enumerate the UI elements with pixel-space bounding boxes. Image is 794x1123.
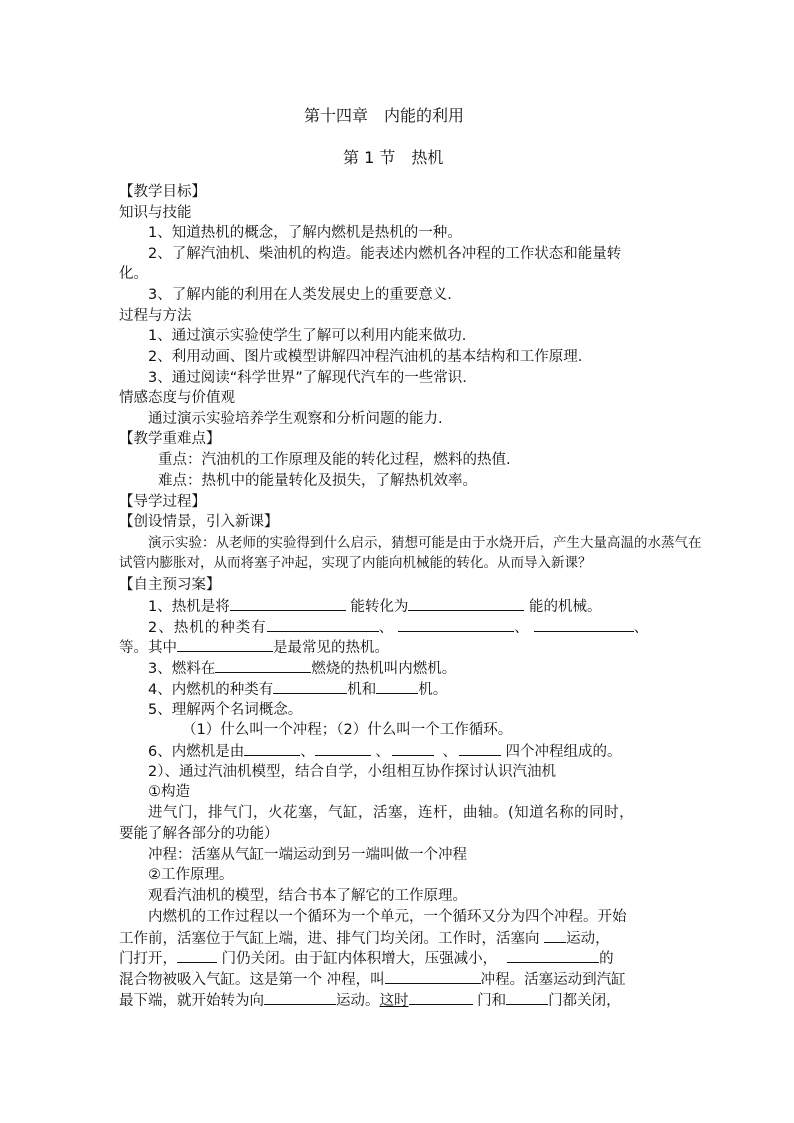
w5-blank-2[interactable] (409, 990, 473, 1005)
knowledge-item-2: 2、了解汽油机、柴油机的构造。能表述内燃机各冲程的工作状态和能量转 (148, 246, 622, 262)
q2-sep-2: 、 (514, 620, 530, 636)
structure-parts-cont: 要能了解各部分的功能） (119, 826, 279, 842)
q2-blank-2[interactable] (398, 617, 514, 632)
q6-text-e: 四个冲程组成的。 (500, 744, 622, 760)
question-3 (148, 658, 456, 679)
intro-line-2: 试管内膨胀对，从而将塞子冲起，实现了内能向机械能的转化。从而导入新课？ (119, 555, 592, 571)
question-6 (148, 741, 622, 762)
w2-text-b: 运动， (566, 931, 610, 947)
q1-text-b: 能转化为 (345, 599, 409, 615)
heading-guide: 【导学过程】 (119, 494, 206, 510)
w2-text-a: 工作前，活塞位于气缸上端，进、排气门均关闭。工作时，活塞向 (119, 931, 545, 947)
work-line-1: 内燃机的工作过程以一个循环为一个单元，一个循环又分为四个冲程。开始 (148, 909, 627, 925)
section-title: 第 1 节 热机 (343, 148, 444, 167)
question-2 (148, 617, 649, 638)
question-5-sub: （1）什么叫一个冲程；（2）什么叫一个工作循环。 (182, 722, 513, 738)
emotion-item: 通过演示实验培养学生观察和分析问题的能力. (148, 411, 443, 427)
structure-heading: ①构造 (148, 784, 190, 800)
q2-text-e: 等。其中 (119, 640, 177, 656)
w5-blank-3[interactable] (506, 990, 548, 1005)
q1-blank-1[interactable] (230, 596, 346, 611)
w5-text-c: 这时 (379, 993, 409, 1009)
q1-text-c: 能的机械。 (524, 599, 602, 615)
chapter-title: 第十四章 内能的利用 (304, 106, 465, 125)
q6-blank-4[interactable] (459, 741, 501, 756)
q4-blank-1[interactable] (273, 679, 347, 694)
q4-text-c: 机。 (418, 682, 448, 698)
process-item-1: 1、通过演示实验使学生了解可以利用内能来做功. (148, 328, 467, 344)
q6-blank-1[interactable] (244, 741, 300, 756)
heading-process: 过程与方法 (119, 308, 192, 324)
w3-blank-2[interactable] (507, 948, 599, 963)
q2-blank-4[interactable] (177, 637, 273, 652)
q3-blank[interactable] (215, 658, 311, 673)
q2-sep-1: 、 (378, 620, 395, 636)
q6-sep-3: 、 (437, 744, 457, 760)
heading-preview: 【自主预习案】 (119, 577, 221, 593)
knowledge-item-1: 1、知道热机的概念，了解内燃机是热机的一种。 (148, 225, 462, 241)
intro-line-1: 演示实验：从老师的实验得到什么启示，猜想可能是由于水烧开后，产生大量高温的水蒸气在 (148, 535, 702, 551)
q6-text-a: 6、内燃机是由 (148, 744, 245, 760)
q3-text-b: 燃烧的热机叫内燃机。 (311, 661, 457, 677)
q4-text-b: 机和 (347, 682, 377, 698)
principle-intro: 观看汽油机的模型，结合书本了解它的工作原理。 (148, 888, 467, 904)
heading-key-points: 【教学重难点】 (119, 431, 221, 447)
w2-blank[interactable] (544, 928, 566, 943)
key-point: 重点：汽油机的工作原理及能的转化过程，燃料的热值. (158, 452, 511, 468)
heading-emotion: 情感态度与价值观 (119, 390, 235, 406)
w5-text-d: 门和 (472, 993, 507, 1009)
w3-text-c: 的 (599, 951, 614, 967)
w5-text-a: 最下端，就开始转为向 (119, 993, 264, 1009)
w3-text-b: 门仍关闭。由于缸内体积增大，压强减小， (217, 951, 498, 967)
q4-blank-2[interactable] (376, 679, 418, 694)
q6-sep-2: 、 (370, 744, 390, 760)
question-5: 5、理解两个名词概念。 (148, 702, 303, 718)
q2-text-f: 是最常见的热机。 (273, 640, 389, 656)
w4-text-a: 混合物被吸入气缸。这是第一个 冲程，叫 (119, 972, 385, 988)
q2-sep-3: 、 (633, 620, 650, 636)
q2-blank-3[interactable] (534, 617, 634, 632)
knowledge-item-3: 3、了解内能的利用在人类发展史上的重要意义. (148, 287, 452, 303)
w4-text-b: 冲程。活塞运动到汽缸 (480, 972, 626, 988)
process-item-2: 2、利用动画、图片或模型讲解四冲程汽油机的基本结构和工作原理. (148, 349, 583, 365)
q2-text-a: 2、热机的种类有 (148, 620, 267, 636)
q4-text-a: 4、内燃机的种类有 (148, 682, 274, 698)
q6-blank-2[interactable] (315, 741, 371, 756)
structure-parts: 进气门，排气门，火花塞，气缸，活塞，连杆，曲轴。(知道名称的同时， (148, 805, 635, 821)
work-line-4 (119, 969, 626, 990)
question-2-cont (119, 637, 389, 658)
w5-blank-1[interactable] (264, 990, 336, 1005)
w5-text-b: 运动。 (336, 993, 380, 1009)
w3-text-a: 门打开， (119, 951, 177, 967)
q6-sep-1: 、 (300, 744, 315, 760)
section-2-intro: 2）、通过汽油机模型，结合自学，小组相互协作探讨认识汽油机 (148, 764, 556, 780)
q2-blank-1[interactable] (267, 617, 379, 632)
heading-intro: 【创设情景，引入新课】 (119, 514, 279, 530)
q1-text-a: 1、热机是将 (148, 599, 230, 615)
work-line-2 (119, 928, 610, 949)
w3-blank-1[interactable] (177, 948, 217, 963)
q3-text-a: 3、燃料在 (148, 661, 216, 677)
q1-blank-2[interactable] (408, 596, 524, 611)
work-line-5 (119, 990, 621, 1011)
difficult-point: 难点：热机中的能量转化及损失，了解热机效率。 (158, 473, 477, 489)
question-1 (148, 596, 601, 617)
w5-text-e: 门都关闭， (548, 993, 621, 1009)
stroke-definition: 冲程：活塞从气缸一端运动到另一端叫做一个冲程 (148, 847, 467, 863)
heading-knowledge: 知识与技能 (119, 205, 192, 221)
question-4 (148, 679, 447, 700)
process-item-3: 3、通过阅读“科学世界”了解现代汽车的一些常识. (148, 370, 467, 386)
w4-blank[interactable] (385, 969, 481, 984)
q6-blank-3[interactable] (392, 741, 434, 756)
knowledge-item-2-cont: 化。 (119, 266, 148, 282)
heading-goals: 【教学目标】 (119, 184, 206, 200)
principle-heading: ②工作原理。 (148, 867, 234, 883)
work-line-3 (119, 948, 614, 969)
